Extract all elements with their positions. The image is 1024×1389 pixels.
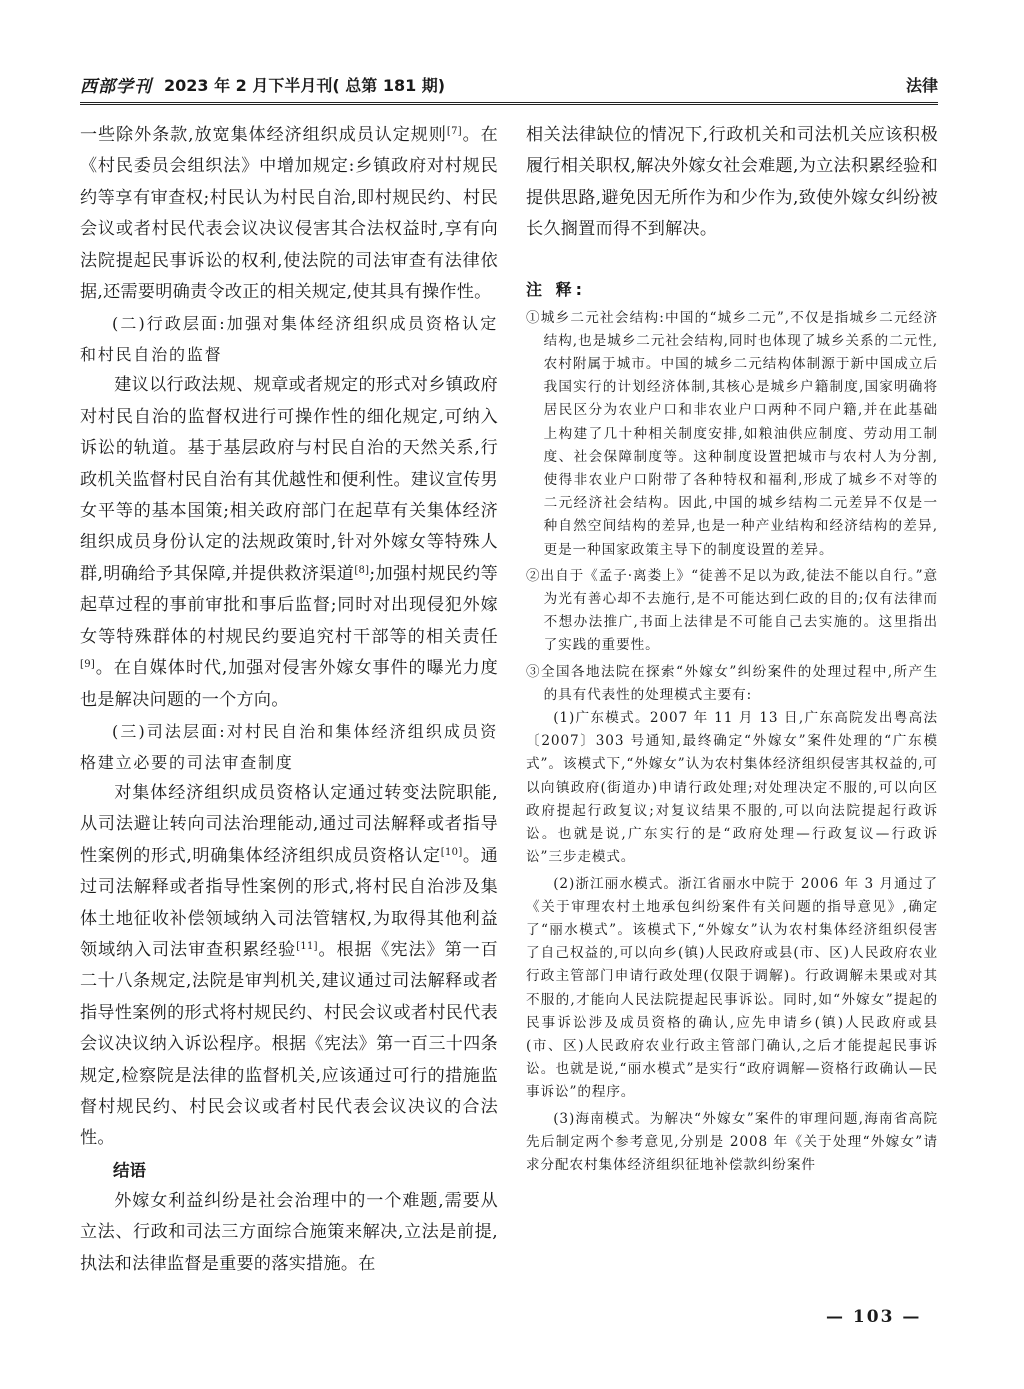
notes-title: 注 释:	[526, 279, 586, 299]
citation-ref: [9]	[80, 659, 96, 671]
footnote: ①城乡二元社会结构:中国的“城乡二元”,不仅是指城乡二元经济结构,也是城乡二元社会结构,同时也体现了城乡关系的二元性,农村附属于城市。中国的城乡二元结构体制源于新中国成立后我国实行的计划经济体制,其核心是城乡户籍制度,国家明确将居民区分为农业户口和非农业户口两种不同户籍,并在此基础上构建了几十种相关制度安排,如粮油供应制度、劳动用工制度、社会保障制度等。这种制度设置把城市与农村人为分割,使得非农业户口附带了各种特权和福利,形成了城乡不对等的二元经济社会结构。因此,中国的城乡结构二元差异不仅是一种自然空间结构的差异,也是一种产业结构和经济结构的差异,更是一种国家政策主导下的制度设置的差异。	[526, 309, 938, 558]
citation-ref: [10]	[440, 846, 463, 858]
footnote-subitem: (3)海南模式。为解决“外嫁女”案件的审理问题,海南省高院先后制定两个参考意见,分别是 2008 年《关于处理“外嫁女”请求分配农村集体经济组织征地补偿款纠纷案件	[526, 1110, 938, 1173]
footnote: ②出自于《孟子·离娄上》“徒善不足以为政,徒法不能以自行。”意为光有善心却不去施行,是不可能达到仁政的目的;仅有法律而不想办法推广,书面上法律是不可能自己去实施的。这里指出了实践的重要性。	[526, 567, 938, 654]
paragraph: 对集体经济组织成员资格认定通过转变法院职能,从司法避让转向司法治理能动,通过司法解释或者指导性案例的形式,明确集体经济组织成员资格认定[10]。通过司法解释或者指导性案例的形式,将村民自治涉及集体土地征收补偿领域纳入司法管辖权,为取得其他利益领域纳入司法审查积累经验[11]。根据《宪法》第一百二十八条规定,法院是审判机关,建议通过司法解释或者指导性案例的形式将村规民约、村民会议或者村民代表会议决议纳入诉讼程序。根据《宪法》第一百三十四条规定,检察院是法律的监督机关,应该通过可行的措施监督村规民约、村民会议或者村民代表会议决议的合法性。	[80, 782, 499, 1149]
citation-ref: [11]	[296, 940, 318, 952]
right-column	[526, 120, 938, 1177]
footnote: ③全国各地法院在探索“外嫁女”纠纷案件的处理过程中,所产生的具有代表性的处理模式主要有:	[526, 663, 938, 703]
paragraph: 外嫁女利益纠纷是社会治理中的一个难题,需要从立法、行政和司法三方面综合施策来解决,立法是前提,执法和法律监督是重要的落实措施。在	[80, 1190, 498, 1274]
paragraph: 相关法律缺位的情况下,行政机关和司法机关应该积极履行相关职权,解决外嫁女社会难题,为立法积累经验和提供思路,避免因无所作为和少作为,致使外嫁女纠纷被长久搁置而得不到解决。	[526, 125, 938, 240]
subsection-heading: (二)行政层面:加强对集体经济组织成员资格认定和村民自治的监督	[80, 314, 498, 365]
paragraph: 一些除外条款,放宽集体经济组织成员认定规则[7]。在《村民委员会组织法》中增加规定:乡镇政府对村规民约等享有审查权;村民认为村民自治,即村规民约、村民会议或者村民代表会议决议侵害其合法权益时,享有向法院提起民事诉讼的权利,使法院的司法审查有法律依据,还需要明确责令改正的相关规定,使其具有操作性。	[80, 125, 499, 303]
journal-logo: 西部学刊	[80, 77, 152, 97]
left-column	[80, 120, 498, 1280]
section-heading: 结语	[113, 1160, 146, 1180]
footnote-subitem: (1)广东模式。2007 年 11 月 13 日,广东高院发出粤高法〔2007〕303 号通知,最终确定“外嫁女”案件处理的“广东模式”。该模式下,“外嫁女”认为农村集体经济组织侵害其权益的,可以向镇政府(街道办)申请行政处理;对处理决定不服的,可以向区政府提起行政复议;对复议结果不服的,可以向法院提起行政诉讼。也就是说,广东实行的是“政府处理—行政复议—行政诉讼”三步走模式。	[526, 710, 938, 866]
paragraph: 建议以行政法规、规章或者规定的形式对乡镇政府对村民自治的监督权进行可操作性的细化规定,可纳入诉讼的轨道。基于基层政府与村民自治的天然关系,行政机关监督村民自治有其优越性和便利性。建议宣传男女平等的基本国策;相关政府部门在起草有关集体经济组织成员身份认定的法规政策时,针对外嫁女等特殊人群,明确给予其保障,并提供救济渠道[8];加强村规民约等起草过程的事前审批和事后监督;同时对出现侵犯外嫁女等特殊群体的村规民约要追究村干部等的相关责任[9]。在自媒体时代,加强对侵害外嫁女事件的曝光力度也是解决问题的一个方向。	[80, 375, 498, 710]
issue-info: 2023 年 2 月下半月刊( 总第 181 期)	[164, 76, 446, 95]
citation-ref: [7]	[446, 126, 462, 137]
citation-ref: [8]	[354, 564, 370, 576]
running-header	[80, 68, 938, 105]
subsection-heading: (三)司法层面:对村民自治和集体经济组织成员资格建立必要的司法审查制度	[80, 721, 498, 772]
footnote-subitem: (2)浙江丽水模式。浙江省丽水中院于 2006 年 3 月通过了《关于审理农村土地承包纠纷案件有关问题的指导意见》,确定了“丽水模式”。该模式下,“外嫁女”认为农村集体经济组织侵害了自己权益的,可以向乡(镇)人民政府或县(市、区)人民政府农业行政主管部门申请行政处理(仅限于调解)。行政调解未果或对其不服的,才能向人民法院提起民事诉讼。同时,如“外嫁女”提起的民事诉讼涉及成员资格的确认,应先申请乡(镇)人民政府或县(市、区)人民政府农业行政主管部门确认,之后才能提起民事诉讼。也就是说,“丽水模式”是实行“政府调解—资格行政确认—民事诉讼”的程序。	[526, 875, 938, 1101]
section-label: 法律	[905, 76, 938, 95]
page-number: — 103 —	[826, 1307, 922, 1327]
